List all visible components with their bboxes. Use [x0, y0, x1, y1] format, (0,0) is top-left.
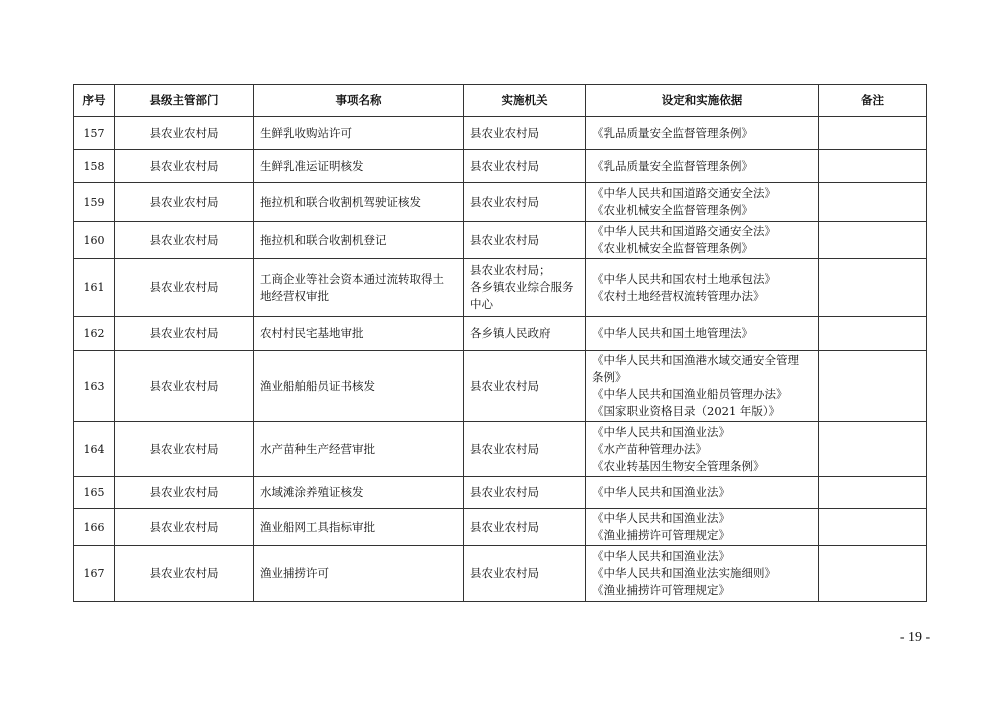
header-seq: 序号: [74, 85, 115, 117]
header-agency: 实施机关: [464, 85, 586, 117]
agency-line: 县农业农村局: [470, 519, 539, 534]
cell-dept: 县农业农村局: [115, 259, 254, 317]
agency-line: 县农业农村局: [470, 194, 539, 209]
item-name-line: 水产苗种生产经营审批: [260, 441, 375, 456]
table-row: [74, 477, 927, 509]
table-row: [74, 259, 927, 317]
cell-dept: 县农业农村局: [115, 117, 254, 150]
cell-note: [819, 117, 927, 150]
cell-agency: [464, 477, 586, 509]
item-name-line: 工商企业等社会资本通过流转取得土: [260, 271, 444, 286]
cell-agency: [464, 509, 586, 546]
item-name-line: 渔业船舶船员证书核发: [260, 378, 375, 393]
cell-basis: [586, 150, 819, 183]
cell-note: [819, 509, 927, 546]
cell-agency: [464, 183, 586, 222]
cell-item-name: [254, 477, 464, 509]
cell-dept: 县农业农村局: [115, 317, 254, 351]
table-row: [74, 422, 927, 477]
table-row: [74, 317, 927, 351]
cell-seq: 166: [74, 509, 115, 546]
cell-dept: 县农业农村局: [115, 477, 254, 509]
table-row: [74, 183, 927, 222]
basis-line: 《中华人民共和国渔业法实施细则》: [592, 566, 776, 580]
cell-basis: [586, 222, 819, 259]
cell-dept: 县农业农村局: [115, 546, 254, 602]
item-name-line: 生鲜乳收购站许可: [260, 125, 352, 140]
basis-line: 《渔业捕捞许可管理规定》: [592, 583, 730, 597]
cell-seq: 161: [74, 259, 115, 317]
item-name-line: 拖拉机和联合收割机登记: [260, 232, 387, 247]
agency-line: 各乡镇人民政府: [470, 326, 551, 340]
basis-line: 《中华人民共和国道路交通安全法》: [592, 224, 776, 238]
cell-item-name: [254, 117, 464, 150]
header-note: 备注: [819, 85, 927, 117]
header-item-name: 事项名称: [254, 85, 464, 117]
cell-note: [819, 222, 927, 259]
cell-agency: [464, 117, 586, 150]
basis-line: 《乳品质量安全监督管理条例》: [592, 158, 753, 173]
cell-seq: 164: [74, 422, 115, 477]
cell-note: [819, 422, 927, 477]
cell-basis: [586, 422, 819, 477]
cell-basis: [586, 351, 819, 422]
basis-line: 《农业机械安全监督管理条例》: [592, 241, 753, 255]
agency-line: 各乡镇农业综合服务: [470, 280, 574, 294]
cell-basis: [586, 477, 819, 509]
table-row: [74, 546, 927, 602]
basis-line: 《中华人民共和国渔业法》: [592, 424, 730, 439]
basis-line: 《农业机械安全监督管理条例》: [592, 203, 753, 217]
cell-item-name: [254, 259, 464, 317]
table-row: [74, 117, 927, 150]
table-row: [74, 222, 927, 259]
cell-seq: 159: [74, 183, 115, 222]
agency-line: 县农业农村局；: [470, 263, 551, 277]
cell-item-name: [254, 351, 464, 422]
cell-note: [819, 477, 927, 509]
basis-line: 《水产苗种管理办法》: [592, 441, 707, 456]
cell-agency: [464, 222, 586, 259]
cell-seq: 165: [74, 477, 115, 509]
cell-seq: 158: [74, 150, 115, 183]
cell-seq: 162: [74, 317, 115, 351]
cell-note: [819, 317, 927, 351]
cell-note: [819, 150, 927, 183]
header-row: [74, 85, 927, 117]
cell-item-name: [254, 422, 464, 477]
cell-agency: [464, 546, 586, 602]
cell-note: [819, 546, 927, 602]
table-row: [74, 150, 927, 183]
item-name-line: 拖拉机和联合收割机驾驶证核发: [260, 194, 421, 209]
cell-dept: 县农业农村局: [115, 150, 254, 183]
agency-line: 县农业农村局: [470, 485, 539, 499]
basis-line: 《中华人民共和国渔业法》: [592, 485, 730, 499]
cell-item-name: [254, 183, 464, 222]
cell-dept: 县农业农村局: [115, 183, 254, 222]
agency-line: 县农业农村局: [470, 158, 539, 173]
basis-line: 条例》: [592, 370, 627, 384]
item-name-line: 渔业捕捞许可: [260, 566, 329, 580]
basis-line: 《中华人民共和国道路交通安全法》: [592, 186, 776, 200]
table-row: [74, 351, 927, 422]
cell-agency: [464, 422, 586, 477]
cell-agency: [464, 259, 586, 317]
basis-line: 《中华人民共和国渔港水域交通安全管理: [592, 353, 799, 367]
cell-item-name: [254, 150, 464, 183]
cell-dept: 县农业农村局: [115, 509, 254, 546]
header-dept: 县级主管部门: [115, 85, 254, 117]
cell-seq: 163: [74, 351, 115, 422]
cell-basis: [586, 509, 819, 546]
basis-line: 《中华人民共和国渔业法》: [592, 549, 730, 563]
item-name-line: 生鲜乳准运证明核发: [260, 158, 364, 173]
cell-agency: [464, 317, 586, 351]
basis-line: 《中华人民共和国农村土地承包法》: [592, 271, 776, 286]
cell-dept: 县农业农村局: [115, 222, 254, 259]
table-row: [74, 509, 927, 546]
cell-basis: [586, 317, 819, 351]
agency-line: 县农业农村局: [470, 566, 539, 580]
agency-line: 县农业农村局: [470, 378, 539, 393]
cell-item-name: [254, 222, 464, 259]
cell-item-name: [254, 546, 464, 602]
cell-note: [819, 259, 927, 317]
agency-line: 县农业农村局: [470, 441, 539, 456]
cell-agency: [464, 150, 586, 183]
cell-basis: [586, 259, 819, 317]
basis-line: 《渔业捕捞许可管理规定》: [592, 528, 730, 542]
cell-dept: 县农业农村局: [115, 422, 254, 477]
cell-note: [819, 183, 927, 222]
cell-basis: [586, 117, 819, 150]
basis-line: 《农村土地经营权流转管理办法》: [592, 288, 765, 303]
basis-line: 《中华人民共和国渔业法》: [592, 511, 730, 525]
agency-line: 县农业农村局: [470, 125, 539, 140]
items-table: [73, 84, 927, 602]
header-basis: 设定和实施依据: [586, 85, 819, 117]
basis-line: 《中华人民共和国土地管理法》: [592, 326, 753, 340]
item-name-line: 渔业船网工具指标审批: [260, 519, 375, 534]
cell-agency: [464, 351, 586, 422]
basis-line: 《乳品质量安全监督管理条例》: [592, 125, 753, 140]
basis-line: 《国家职业资格目录（2021 年版）》: [592, 404, 781, 418]
item-name-line: 农村村民宅基地审批: [260, 326, 364, 340]
cell-seq: 160: [74, 222, 115, 259]
agency-line: 县农业农村局: [470, 232, 539, 247]
cell-note: [819, 351, 927, 422]
cell-basis: [586, 183, 819, 222]
item-name-line: 地经营权审批: [260, 288, 329, 303]
item-name-line: 水域滩涂养殖证核发: [260, 485, 364, 499]
cell-basis: [586, 546, 819, 602]
cell-seq: 167: [74, 546, 115, 602]
cell-item-name: [254, 509, 464, 546]
cell-seq: 157: [74, 117, 115, 150]
basis-line: 《中华人民共和国渔业船员管理办法》: [592, 387, 788, 401]
basis-line: 《农业转基因生物安全管理条例》: [592, 458, 765, 473]
agency-line: 中心: [470, 297, 493, 311]
cell-item-name: [254, 317, 464, 351]
page-number: - 19 -: [899, 630, 931, 645]
cell-dept: 县农业农村局: [115, 351, 254, 422]
